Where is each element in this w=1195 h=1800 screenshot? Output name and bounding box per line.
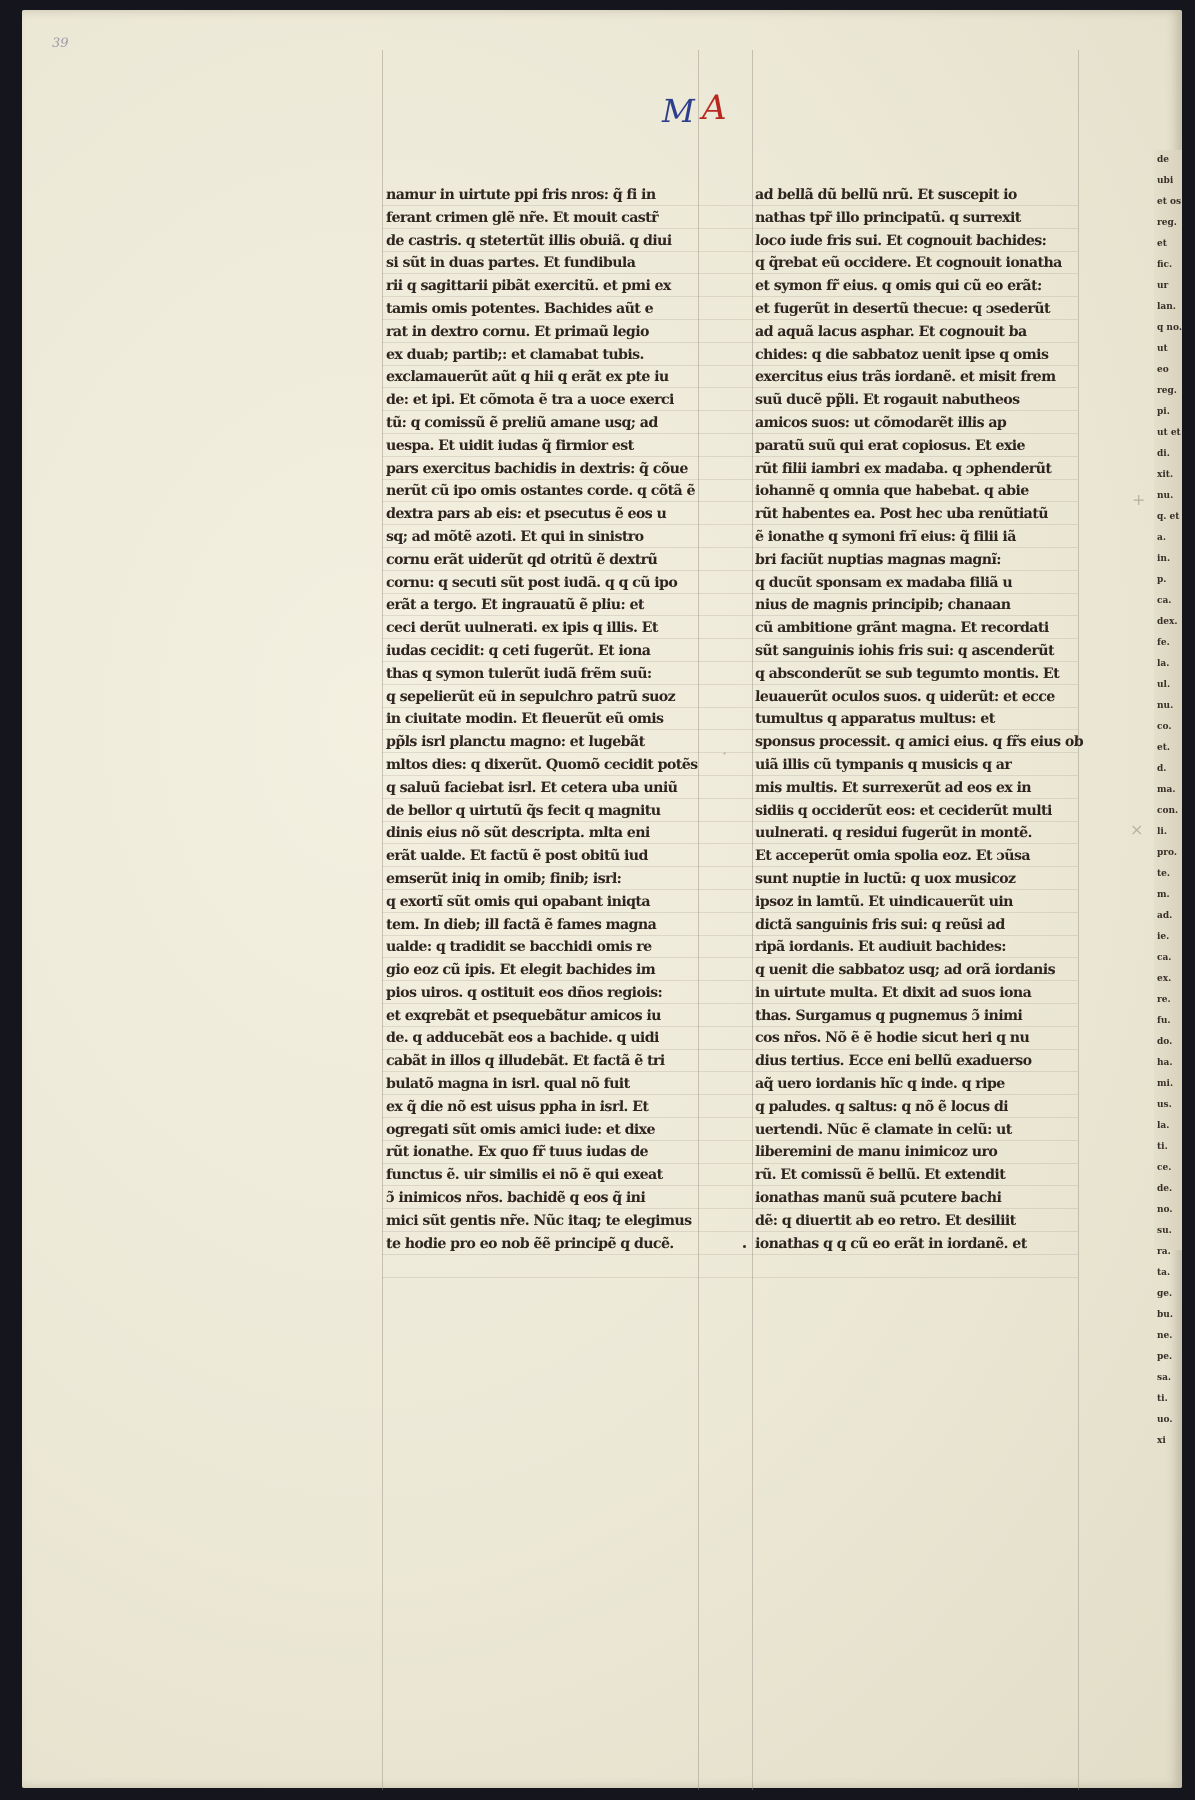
text-line: exercitus eius trãs iordanẽ. et misit frem: [754, 369, 1056, 386]
text-line: dictã sanguinis fris sui: q reũsi ad: [754, 916, 1005, 933]
text-line: bulatõ magna in isrl. qual nõ fuit: [386, 1076, 630, 1093]
text-line: pp̃ls isrl planctu magno: et lugebãt: [385, 734, 645, 751]
text-line: tamis omis potentes. Bachides aũt e: [386, 300, 654, 317]
text-line: ferant crimen glẽ nr̃e. Et mouit castr̃: [386, 209, 658, 226]
text-column-right: [755, 184, 1089, 1255]
text-line: ceci derũt uulnerati. ex ipis q illis. Et: [386, 620, 658, 637]
text-line: uulnerati. q residui fugerũt in montẽ.: [754, 825, 1033, 842]
text-line: q ducũt sponsam ex madaba filiã u: [755, 574, 1013, 591]
text-line: ẽ ionathe q symoni frĩ eius: q̃ filii iã: [755, 528, 1016, 545]
text-line: te hodie pro eo nob ẽẽ principẽ q ducẽ.: [385, 1235, 675, 1252]
text-line: uespa. Et uidit iudas q̃ firmior est: [386, 437, 634, 454]
text-line: aq̃ uero iordanis hĩc q inde. q ripe: [755, 1076, 1005, 1093]
text-line: sq; ad mõtẽ azoti. Et qui in sinistro: [386, 528, 644, 545]
ink-speck: [743, 1245, 746, 1248]
text-line: iohannẽ q omnia que habebat. q abie: [755, 483, 1029, 500]
text-line: namur in uirtute ppi fris nros: q̃ fi in: [385, 187, 656, 203]
prick-mark: +: [1132, 490, 1146, 509]
prick-mark: ·: [722, 744, 728, 763]
text-line: sũt sanguinis iohis fris sui: q ascenderũt: [754, 642, 1055, 659]
text-line: mltos dies: q dixerũt. Quomõ cecidit potẽs: [386, 756, 698, 773]
text-line: bri faciũt nuptias magnas magnĩ:: [754, 551, 1002, 568]
text-line: q uenit die sabbatoz usq; ad orã iordanis: [754, 962, 1056, 979]
text-line: nerũt cũ ipo omis ostantes corde. q cõtã ẽ: [386, 483, 695, 500]
text-line: cabãt in illos q illudebãt. Et factã ẽ tri: [385, 1053, 665, 1070]
text-line: nathas tpr̃ illo principatũ. q surrexit: [755, 209, 1021, 226]
text-line: suũ ducẽ pp̃li. Et rogauit nabutheos: [755, 392, 1020, 409]
text-line: ogregati sũt omis amici iude: et dixe: [386, 1121, 655, 1138]
text-line: chides: q die sabbatoz uenit ipse q omis: [755, 346, 1049, 363]
text-line: dius tertius. Ecce eni bellũ exaduerso: [754, 1053, 1032, 1070]
text-line: rii q sagittarii pibãt exercitũ. et pmi ex: [385, 278, 672, 295]
text-line: q q̃rebat eũ occidere. Et cognouit ionatha: [755, 255, 1062, 272]
text-line: ipsoz in lamtũ. Et uindicauerũt uin: [755, 893, 1013, 910]
text-line: q absconderũt se sub tegumto montis. Et: [755, 665, 1060, 682]
prick-mark: ×: [1130, 820, 1144, 839]
text-line: tumultus q apparatus multus: et: [755, 711, 995, 728]
text-line: rũ. Et comissũ ẽ bellũ. Et extendit: [755, 1167, 1006, 1184]
text-column-left: [386, 184, 720, 1255]
text-line: q saluũ faciebat isrl. Et cetera uba uniũ: [385, 779, 678, 796]
text-line: leuauerũt oculos suos. q uiderũt: et ecce: [754, 688, 1055, 705]
text-line: ualde: q tradidit se bacchidi omis re: [386, 939, 652, 956]
text-line: ionathas q q cũ eo erãt in iordanẽ. et: [754, 1235, 1027, 1252]
adjacent-leaf-edge: de ubi et os reg. et fic. ur lan. q no. ut eo reg. pi. ut et di. xit. nu. q. et a. in. p. ca. dex. fe. la. ul. nu. co. et. d. ma. con. li. pro. te. m. ad. ie. ca. ex. re. fu. do. ha. mi. us. la. ti. ce. de. no. su. ra. ta. ge. bu. ne. pe. sa. ti. uo. xi: [1154, 150, 1182, 1250]
text-line: cos nr̃os. Nõ ẽ ẽ hodie sicut heri q nu: [755, 1030, 1030, 1047]
text-line: tũ: q comissũ ẽ preliũ amane usq; ad: [385, 414, 658, 431]
text-line: et fugerũt in desertũ thecue: q ɔsederũt: [755, 300, 1050, 317]
text-line: in ciuitate modin. Et fleuerũt eũ omis: [386, 711, 664, 728]
text-line: ripã iordanis. Et audiuit bachides:: [755, 939, 1006, 956]
text-line: de. q adducebãt eos a bachide. q uidi: [386, 1030, 659, 1047]
text-line: mis multis. Et surrexerũt ad eos ex in: [754, 779, 1032, 796]
text-line: uertendi. Nũc ẽ clamate in celũ: ut: [755, 1121, 1012, 1138]
ruling-line: [752, 50, 753, 1790]
running-head-red-letter: A: [702, 88, 727, 128]
text-line: ex duab; partib;: et clamabat tubis.: [386, 346, 644, 363]
text-line: ad aquã lacus asphar. Et cognouit ba: [754, 323, 1027, 340]
manuscript-page: [22, 10, 1182, 1788]
text-line: pars exercitus bachidis in dextris: q̃ cõue: [385, 460, 689, 477]
text-line: thas. Surgamus q pugnemus ɔ̃ inimi: [754, 1007, 1023, 1024]
text-line: gio eoz cũ ipis. Et elegit bachides im: [385, 962, 656, 979]
text-line: mici sũt gentis nr̃e. Nũc itaq; te elegimus: [386, 1212, 692, 1229]
text-line: sidiis q occiderũt eos: et ceciderũt multi: [755, 802, 1052, 819]
text-line: loco iude fris sui. Et cognouit bachides:: [754, 232, 1047, 249]
text-line: nius de magnis principib; chanaan: [754, 597, 1011, 614]
text-line: functus ẽ. uir similis ei nõ ẽ qui exeat: [386, 1167, 663, 1184]
text-line: cũ ambitione grãnt magna. Et recordati: [755, 620, 1049, 637]
running-head-blue-letter: M: [662, 92, 695, 130]
running-head: [640, 88, 760, 148]
text-line: thas q symon tulerũt iudã frẽm suũ:: [386, 665, 652, 682]
text-line: rat in dextro cornu. Et primaũ legio: [385, 323, 650, 340]
text-line: de castris. q stetertũt illis obuiã. q diui: [385, 232, 672, 249]
text-line: q sepelierũt eũ in sepulchro patrũ suoz: [385, 688, 676, 705]
text-line: dextra pars ab eis: et psecutus ẽ eos u: [385, 506, 667, 523]
text-line: ad bellã dũ bellũ nrũ. Et suscepit io: [754, 187, 1018, 203]
text-line: amicos suos: ut cõmodarẽt illis ap: [754, 414, 1007, 431]
text-line: pios uiros. q ostituit eos dños regiois:: [386, 984, 663, 1001]
text-line: sponsus processit. q amici eius. q fr̃s eius ob: [754, 734, 1084, 751]
text-line: iudas cecidit: q ceti fugerũt. Et iona: [385, 642, 651, 659]
folio-number: 39: [52, 36, 69, 51]
text-line: sunt nuptie in luctũ: q uox musicoz: [754, 870, 1016, 887]
text-line: dinis eius nõ sũt descripta. mlta eni: [385, 825, 651, 842]
text-line: liberemini de manu inimicoz uro: [754, 1144, 998, 1161]
text-line: erãt a tergo. Et ingrauatũ ẽ pliu: et: [385, 597, 645, 614]
ruling-line: [382, 50, 383, 1790]
text-line: ionathas manũ suã pcutere bachi: [754, 1190, 1002, 1207]
text-line: si sũt in duas partes. Et fundibula: [386, 255, 636, 272]
text-line: de bellor q uirtutũ q̃s fecit q magnitu: [386, 802, 661, 819]
text-line: emserũt iniq in omib; finib; isrl:: [385, 870, 622, 887]
text-line: et exqrebãt et psequebãtur amicos iu: [385, 1007, 662, 1024]
text-line: paratũ suũ qui erat copiosus. Et exie: [755, 437, 1025, 454]
text-line: ex q̃ die nõ est uisus ppha in isrl. Et: [385, 1098, 649, 1115]
text-line: dẽ: q diuertit ab eo retro. Et desiliit: [755, 1212, 1016, 1229]
text-line: cornu: q secuti sũt post iudã. q q cũ ipo: [386, 574, 678, 591]
text-line: rũt ionathe. Ex quo fr̃ tuus iudas de: [385, 1144, 649, 1161]
text-line: cornu erãt uiderũt qd otritũ ẽ dextrũ: [385, 551, 658, 568]
text-line: q paludes. q saltus: q nõ ẽ locus di: [754, 1098, 1009, 1115]
text-line: ɔ̃ inimicos nr̃os. bachidẽ q eos q̃ ini: [385, 1190, 646, 1207]
text-line: et symon fr̃ eius. q omis qui cũ eo erãt:: [754, 278, 1042, 295]
text-line: rũt filii iambri ex madaba. q ɔphenderũt: [754, 460, 1052, 477]
text-line: tem. In dieb; ill factã ẽ fames magna: [385, 916, 657, 933]
text-line: in uirtute multa. Et dixit ad suos iona: [755, 984, 1032, 1001]
text-line: uiã illis cũ tympanis q musicis q ar: [755, 756, 1012, 773]
ruling-line: [382, 1277, 1078, 1278]
text-line: exclamauerũt aũt q hii q erãt ex pte iu: [385, 369, 669, 386]
text-line: rũt habentes ea. Post hec uba renũtiatũ: [754, 506, 1049, 523]
text-line: de: et ipi. Et cõmota ẽ tra a uoce exerci: [386, 392, 674, 409]
text-line: erãt ualde. Et factũ ẽ post obitũ iud: [386, 848, 648, 865]
text-line: Et acceperũt omia spolia eoz. Et ɔũsa: [755, 848, 1030, 865]
text-line: q exortĩ sũt omis qui opabant iniqta: [386, 893, 650, 910]
